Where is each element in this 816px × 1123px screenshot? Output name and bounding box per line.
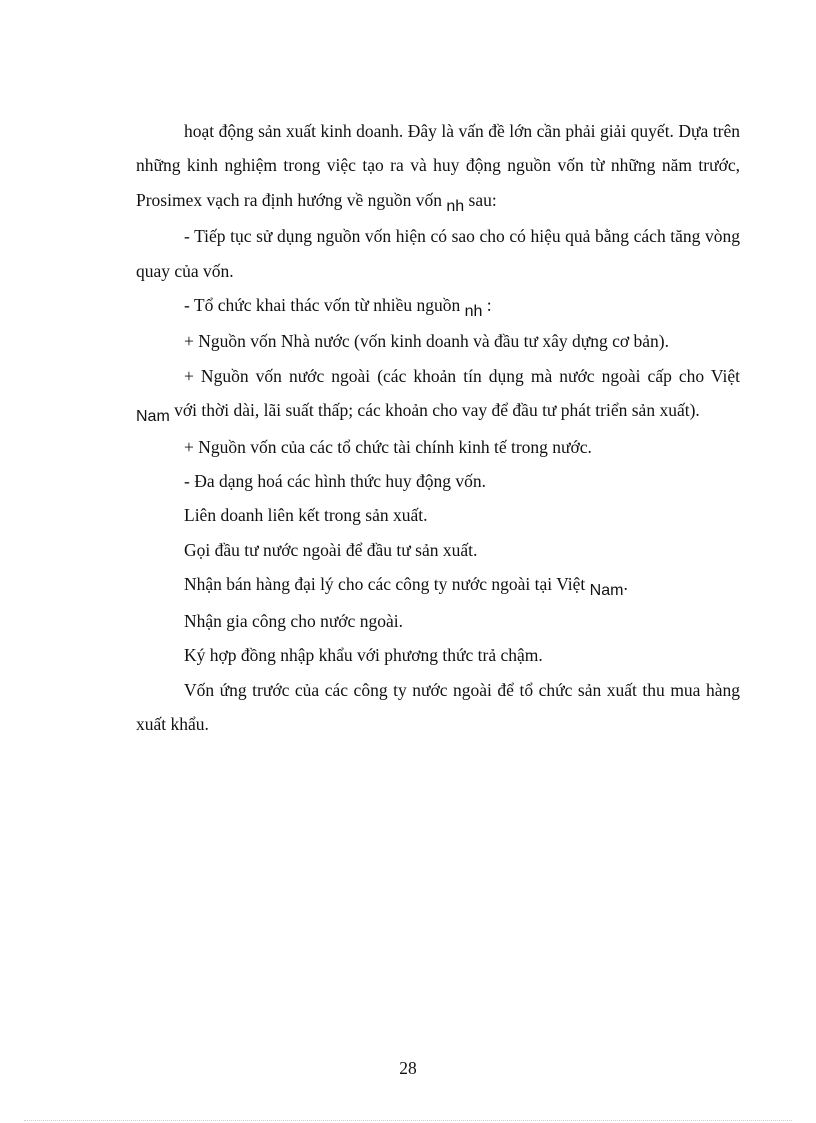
paragraph-text: hoạt động sản xuất kinh doanh. Đây là vấn đề lớn cần phải giải quyết. Dựa trên những kinh nghiệm trong việc tạo ra và huy động nguồn vốn từ những năm trước, Prosimex vạch ra định hướng về nguồn vốn [136, 121, 740, 210]
paragraph-text: Nhận bán hàng đại lý cho các công ty nước ngoài tại Việt [184, 574, 590, 595]
paragraph-advance-capital: Vốn ứng trước của các công ty nước ngoài để tổ chức sản xuất thu mua hàng xuất khẩu. [136, 679, 740, 734]
page-number: 28 [399, 1058, 417, 1078]
paragraph-deferred-payment: Ký hợp đồng nhập khẩu với phương thức trả chậm. [184, 645, 543, 666]
paragraph-processing: Nhận gia công cho nước ngoài. [184, 610, 403, 631]
paragraph-multiple-sources [136, 288, 740, 324]
inline-fragment-nam: Nam [136, 408, 170, 426]
inline-fragment-nam: Nam [589, 582, 624, 600]
paragraph-diversify: - Đa dạng hoá các hình thức huy động vốn. [184, 471, 487, 492]
paragraph-text-tail: : [482, 295, 492, 316]
paragraph-text: - Tổ chức khai thác vốn từ nhiều nguồn [184, 295, 465, 316]
paragraph-state-capital: + Nguồn vốn Nhà nước (vốn kinh doanh và đầu tư xây dựng cơ bản). [184, 331, 670, 352]
paragraph-capital-orientation [136, 114, 740, 219]
paragraph-text: + Nguồn vốn nước ngoài (các khoản tín dụng mà nước ngoài cấp cho Việt [184, 365, 740, 386]
footer-divider [24, 1120, 792, 1121]
paragraph-domestic-institutions: + Nguồn vốn của các tổ chức tài chính kinh tế trong nước. [184, 436, 592, 457]
paragraph-foreign-capital [136, 359, 740, 430]
paragraph-existing-capital: - Tiếp tục sử dụng nguồn vốn hiện có sao cho có hiệu quả bằng cách tăng vòng quay của vốn. [136, 226, 740, 281]
paragraph-foreign-investment: Gọi đầu tư nước ngoài để đầu tư sản xuất. [184, 539, 478, 560]
paragraph-agency-sales [136, 567, 740, 603]
paragraph-joint-venture: Liên doanh liên kết trong sản xuất. [184, 505, 428, 526]
paragraph-text-tail: . [623, 574, 628, 595]
paragraph-text-tail: sau: [464, 189, 497, 210]
paragraph-text-tail: với thời dài, lãi suất thấp; các khoản cho vay để đầu tư phát triển sản xuất). [169, 400, 700, 421]
body-text [136, 114, 740, 741]
inline-fragment-nh: nh [446, 197, 465, 215]
inline-fragment-nh: nh [464, 303, 483, 321]
